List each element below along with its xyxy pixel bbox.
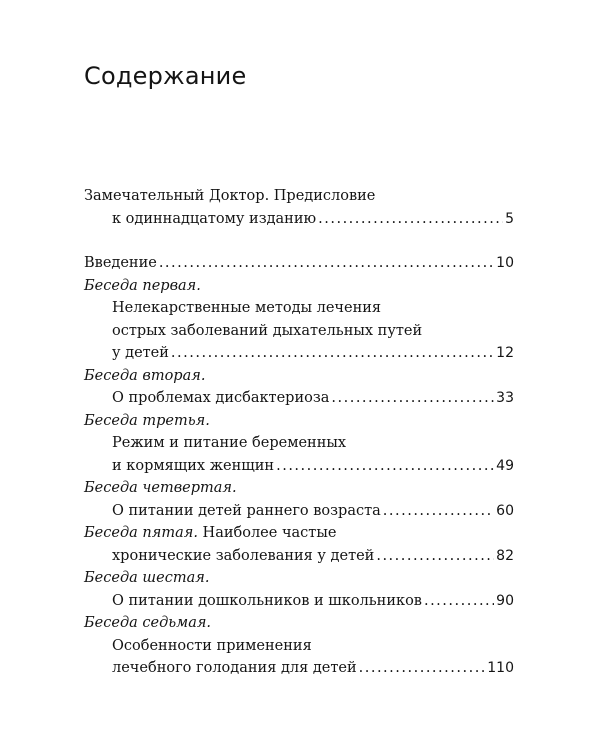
page-number: 10 [496,255,514,271]
toc-entry-leader-line [84,252,514,275]
page-number: 90 [496,592,514,609]
toc-entry-leader-line [84,342,514,365]
toc-entry-introduction [84,252,514,275]
page-number: 82 [496,547,514,564]
page-title: Содержание [84,62,247,90]
toc-entry-heading: Беседа первая. [84,277,201,294]
toc-entry-heading-line [84,522,514,545]
toc-entry-heading: Беседа пятая. [84,525,198,541]
toc-entry-leader-line [84,657,514,680]
toc-entry-text: О питании детей раннего возраста [112,502,381,519]
page-number: 5 [505,210,514,227]
toc-entry-text: у детей [112,345,169,361]
dot-leader [331,387,494,410]
toc-entry-talk-7 [84,612,514,680]
toc-entry-text: Введение [84,255,157,271]
toc-entry-leader-line [84,387,514,410]
toc-entry-talk-1 [84,275,514,365]
page-number: 110 [487,660,514,676]
toc-entry-line: острых заболеваний дыхательных путей [112,322,423,339]
toc-entry-text: и кормящих женщин [112,457,275,474]
toc-entry-heading: Беседа вторая. [84,367,206,384]
dot-leader [359,657,486,680]
dot-leader [171,342,494,365]
toc-entry-text: О проблемах дисбактериоза [112,390,330,406]
dot-leader [276,455,494,478]
dot-leader [383,500,494,523]
toc-entry-talk-2 [84,365,514,410]
toc-entry-heading-tail: Наиболее частые [202,525,337,541]
toc-entry-talk-5 [84,522,514,567]
toc-entry-leader-line [84,500,514,523]
toc-entry-leader-line [84,545,514,568]
toc-entry-text: хронические заболевания у детей [112,547,375,564]
toc-entry-talk-4 [84,477,514,522]
spacer [84,230,514,252]
toc-entry-talk-3 [84,410,514,478]
page-number: 33 [496,390,514,406]
toc-entry-text: О питании дошкольников и школьников [112,592,422,609]
page-number: 49 [496,457,514,474]
page-number: 60 [496,502,514,519]
toc-entry-line: Замечательный Доктор. Предисловие [84,188,376,204]
toc-entry-heading: Беседа четвертая. [84,480,237,496]
toc-entry-heading: Беседа седьмая. [84,615,212,631]
toc-entry-preface [84,185,514,230]
toc-list [84,185,514,680]
toc-entry-talk-6 [84,567,514,612]
toc-entry-leader-line [84,208,514,231]
toc-entry-text: к одиннадцатому изданию [112,210,317,227]
toc-entry-leader-line [84,455,514,478]
dot-leader [159,252,494,275]
dot-leader [376,545,494,568]
toc-entry-heading: Беседа шестая. [84,570,210,586]
toc-entry-line: Особенности применения [112,637,312,654]
toc-entry-heading: Беседа третья. [84,412,210,429]
dot-leader [424,590,494,613]
toc-entry-line: Нелекарственные методы лечения [112,300,382,316]
toc-entry-text: лечебного голодания для детей [112,660,357,676]
dot-leader [318,208,503,231]
toc-entry-line: Режим и питание беременных [112,435,347,451]
page-number: 12 [496,345,514,361]
toc-entry-leader-line [84,590,514,613]
